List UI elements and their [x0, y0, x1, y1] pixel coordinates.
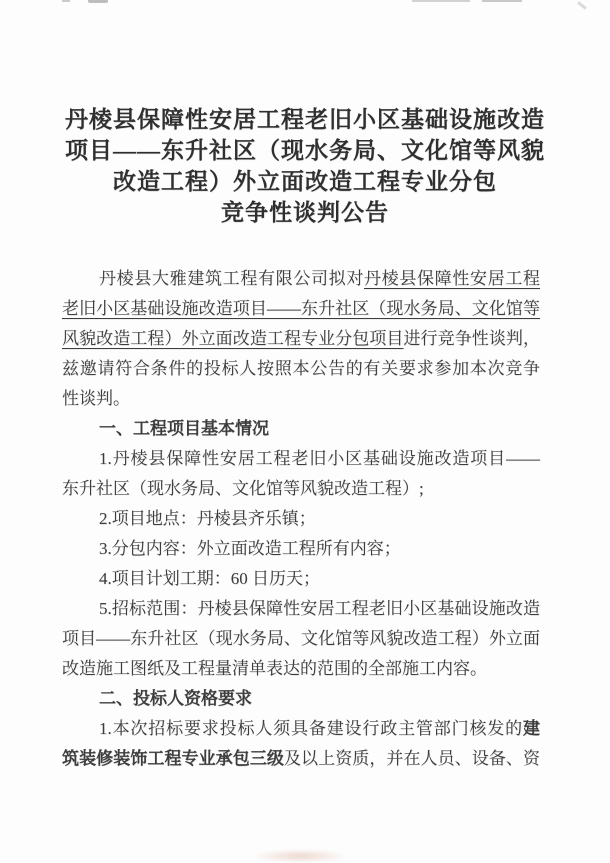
requirement-line-2 [62, 744, 540, 774]
document-title [62, 104, 548, 228]
document-body [62, 264, 540, 774]
list-item-4 [62, 564, 540, 594]
requirement-line-1 [62, 714, 540, 744]
section-heading-1 [62, 414, 540, 444]
text-segment: 3.分包内容：外立面改造工程所有内容； [99, 539, 401, 558]
underlined-segment: 丹棱县保障性安居工程 [364, 269, 540, 288]
bold-segment: 建 [523, 719, 540, 738]
title-line-1: 丹棱县保障性安居工程老旧小区基础设施改造 [65, 107, 545, 132]
text-segment: 性谈判。 [62, 389, 130, 408]
title-line-4: 竞争性谈判公告 [221, 200, 389, 225]
text-segment: 4.项目计划工期：60 日历天； [99, 569, 320, 588]
heading-segment: 二、投标人资格要求 [99, 689, 252, 708]
intro-line-1 [62, 264, 540, 294]
text-segment: 及以上资质，并在人员、设备、资 [283, 749, 541, 768]
underlined-segment: 老旧小区基础设施改造项目——东升社区（现水务局、文化馆等 [62, 299, 540, 318]
text-segment: 兹邀请符合条件的投标人按照本公告的有关要求参加本次竞争 [62, 359, 540, 378]
text-segment: 1.本次招标要求投标人须具备建设行政主管部门核发的 [99, 719, 523, 738]
intro-line-5 [62, 384, 540, 414]
title-line-2: 项目——东升社区（现水务局、文化馆等风貌 [65, 138, 545, 163]
intro-line-2 [62, 294, 540, 324]
underlined-segment: 风貌改造工程）外立面改造工程专业分包项目 [62, 329, 404, 348]
scan-artifact [412, 0, 470, 2]
list-item-5-line-2 [62, 624, 540, 654]
text-segment: 5.招标范围：丹棱县保障性安居工程老旧小区基础设施改造 [99, 599, 540, 618]
list-item-1-line-1 [62, 444, 540, 474]
intro-line-4 [62, 354, 540, 384]
text-segment: 东升社区（现水务局、文化馆等风貌改造工程）; [62, 479, 424, 498]
text-segment: 项目——东升社区（现水务局、文化馆等风貌改造工程）外立面 [62, 629, 540, 648]
text-segment: 1.丹棱县保障性安居工程老旧小区基础设施改造项目—— [99, 449, 540, 468]
title-line-3: 改造工程）外立面改造工程专业分包 [113, 169, 497, 194]
heading-segment: 一、工程项目基本情况 [99, 419, 269, 438]
scan-artifact [577, 1, 587, 10]
list-item-3 [62, 534, 540, 564]
intro-line-3 [62, 324, 540, 354]
bold-segment: 筑装修装饰工程专业承包三级 [62, 749, 284, 768]
text-segment: 丹棱县大雅建筑工程有限公司拟对 [99, 269, 364, 288]
list-item-2 [62, 504, 540, 534]
text-segment: 2.项目地点：丹棱县齐乐镇； [99, 509, 316, 528]
scan-artifact [62, 0, 70, 2]
section-heading-2 [62, 684, 540, 714]
list-item-5-line-3 [62, 654, 540, 684]
text-segment: 进行竞争性谈判， [403, 329, 541, 348]
list-item-5-line-1 [62, 594, 540, 624]
text-segment: 改造施工图纸及工程量清单表达的范围的全部施工内容。 [62, 659, 487, 678]
list-item-1-line-2 [62, 474, 540, 504]
scan-artifact [482, 0, 522, 2]
scan-artifact [88, 0, 108, 3]
scan-smudge [252, 849, 348, 863]
